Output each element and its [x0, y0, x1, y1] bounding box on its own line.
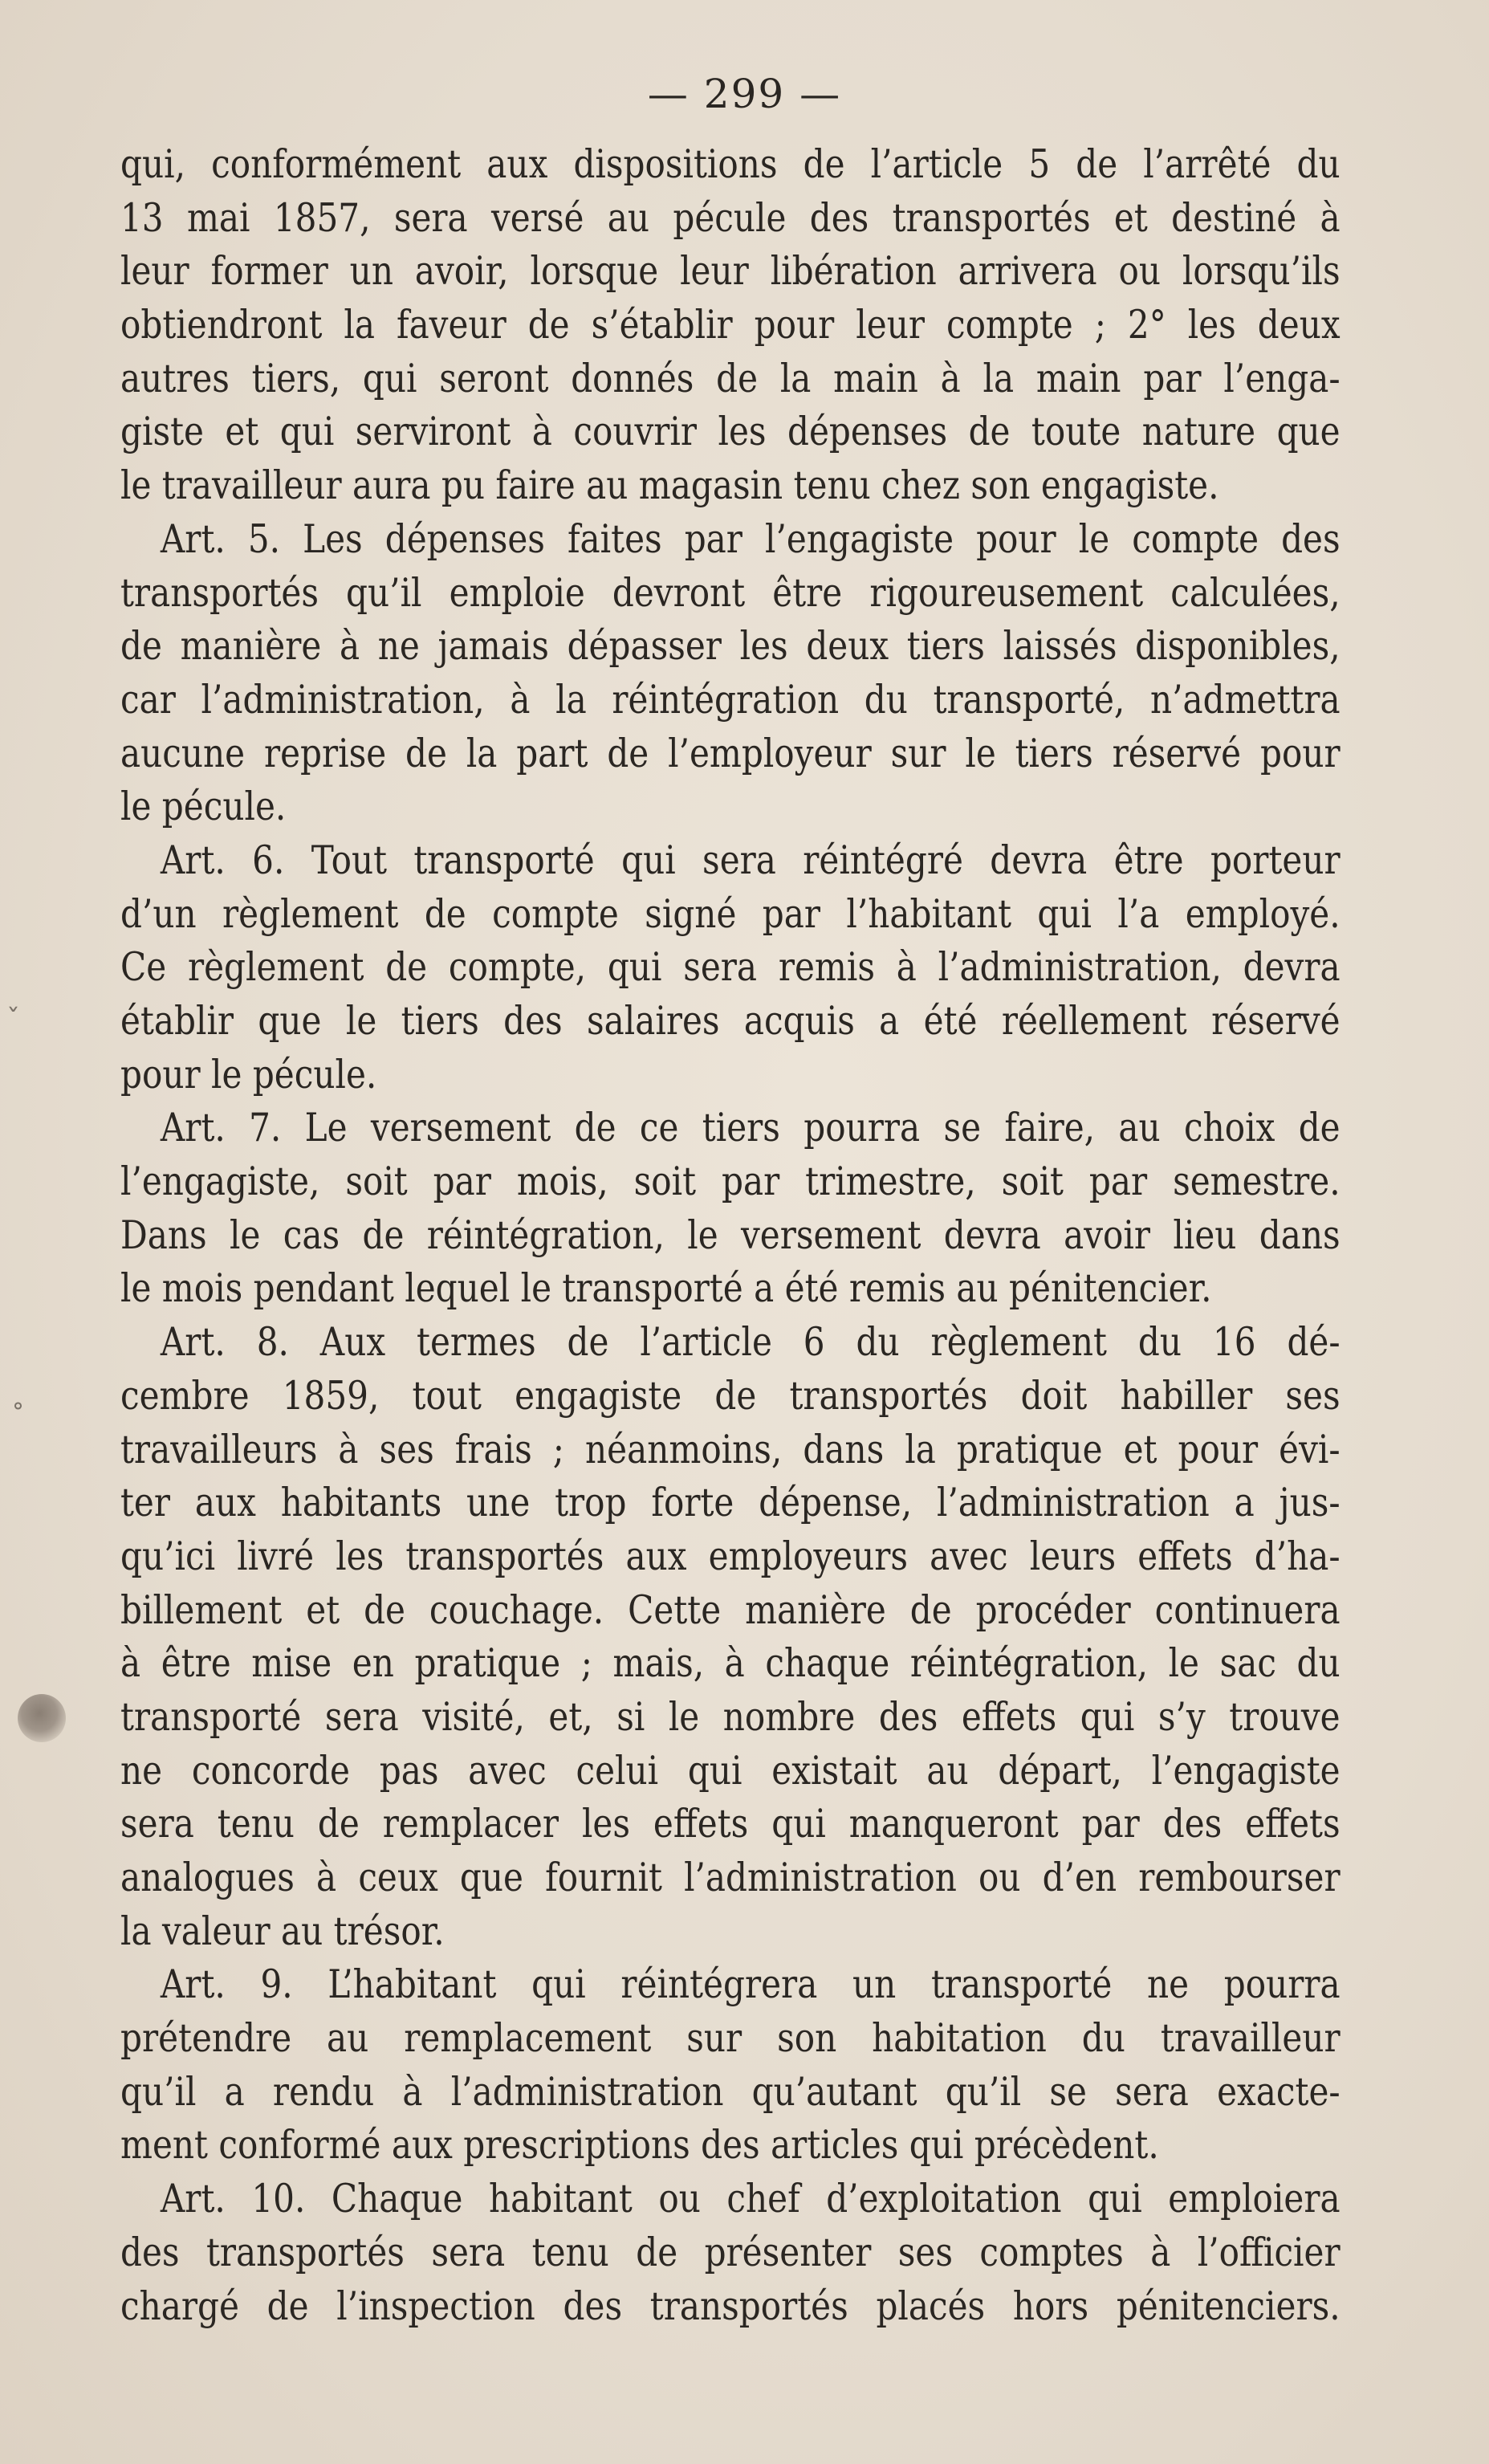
page-number: — 299 —: [647, 71, 842, 117]
margin-mark-lower: ˚: [11, 1401, 25, 1433]
text-line: travailleurs à ses frais ; néanmoins, dans la pratique et pour évi-: [120, 1426, 1341, 1472]
text-line: établir que le tiers des salaires acquis a été réellement réservé: [120, 998, 1341, 1044]
text-line: ne concorde pas avec celui qui existait au départ, l’engagiste: [120, 1747, 1341, 1794]
text-line: analogues à ceux que fournit l’administration ou d’en rembourser: [120, 1855, 1341, 1900]
text-line: l’engagiste, soit par mois, soit par trimestre, soit par semestre.: [120, 1159, 1341, 1205]
text-line: billement et de couchage. Cette manière de procéder continuera: [120, 1586, 1341, 1633]
text-line: la valeur au trésor.: [120, 1908, 445, 1954]
article-6-heading-line: Art. 6. Tout transporté qui sera réintégré devra être porteur: [160, 837, 1341, 883]
text-line: de manière à ne jamais dépasser les deux tiers laissés disponibles,: [120, 623, 1341, 670]
text-line: sera tenu de remplacer les effets qui manqueront par des effets: [120, 1801, 1341, 1847]
text-line: d’un règlement de compte signé par l’habitant qui l’a employé.: [120, 890, 1341, 937]
text-line: le travailleur aura pu faire au magasin tenu chez son engagiste.: [120, 462, 1219, 509]
text-line: leur former un avoir, lorsque leur libération arrivera ou lorsqu’ils: [120, 248, 1341, 295]
text-line: pour le pécule.: [120, 1051, 377, 1098]
text-line: le pécule.: [120, 784, 287, 830]
text-line: qu’il a rendu à l’administration qu’autant qu’il se sera exacte-: [120, 2068, 1341, 2115]
text-line: transportés qu’il emploie devront être rigoureusement calculées,: [120, 569, 1341, 616]
text-line: obtiendront la faveur de s’établir pour leur compte ; 2° les deux: [120, 302, 1341, 348]
text-line: ment conformé aux prescriptions des articles qui précèdent.: [120, 2122, 1159, 2169]
text-line: transporté sera visité, et, si le nombre des effets qui s’y trouve: [120, 1693, 1341, 1740]
text-line: aucune reprise de la part de l’employeur sur le tiers réservé pour: [120, 730, 1341, 776]
text-line: des transportés sera tenu de présenter ses comptes à l’officier: [120, 2229, 1341, 2275]
text-line: le mois pendant lequel le transporté a été remis au pénitencier.: [120, 1265, 1212, 1312]
text-line: car l’administration, à la réintégration du transporté, n’admettra: [120, 676, 1341, 723]
article-9-heading-line: Art. 9. L’habitant qui réintégrera un transporté ne pourra: [160, 1961, 1341, 2008]
article-5-heading-line: Art. 5. Les dépenses faites par l’engagiste pour le compte des: [160, 515, 1341, 562]
text-line: cembre 1859, tout engagiste de transportés doit habiller ses: [120, 1372, 1341, 1419]
text-line: à être mise en pratique ; mais, à chaque réintégration, le sac du: [120, 1640, 1341, 1687]
ink-stain: [18, 1694, 66, 1742]
body-text: [120, 138, 1341, 2333]
text-line: ter aux habitants une trop forte dépense, l’administration a jus-: [120, 1480, 1341, 1526]
article-10-heading-line: Art. 10. Chaque habitant ou chef d’exploitation qui emploiera: [160, 2176, 1341, 2222]
text-line: 13 mai 1857, sera versé au pécule des transportés et destiné à: [120, 194, 1341, 241]
article-8-heading-line: Art. 8. Aux termes de l’article 6 du règlement du 16 dé-: [160, 1319, 1341, 1366]
article-7-heading-line: Art. 7. Le versement de ce tiers pourra se faire, au choix de: [160, 1105, 1341, 1151]
text-line: Dans le cas de réintégration, le versement devra avoir lieu dans: [120, 1212, 1341, 1258]
margin-mark-upper: ˇ: [6, 1004, 20, 1036]
text-line: qu’ici livré les transportés aux employeurs avec leurs effets d’ha-: [120, 1533, 1341, 1579]
text-line: autres tiers, qui seront donnés de la main à la main par l’enga-: [120, 355, 1341, 401]
text-line: chargé de l’inspection des transportés placés hors pénitenciers.: [120, 2283, 1341, 2329]
text-line: Ce règlement de compte, qui sera remis à l’administration, devra: [120, 944, 1341, 991]
text-line: giste et qui serviront à couvrir les dépenses de toute nature que: [120, 409, 1341, 455]
text-line: prétendre au remplacement sur son habitation du travailleur: [120, 2015, 1341, 2062]
text-line: qui, conformément aux dispositions de l’article 5 de l’arrêté du: [120, 141, 1341, 187]
